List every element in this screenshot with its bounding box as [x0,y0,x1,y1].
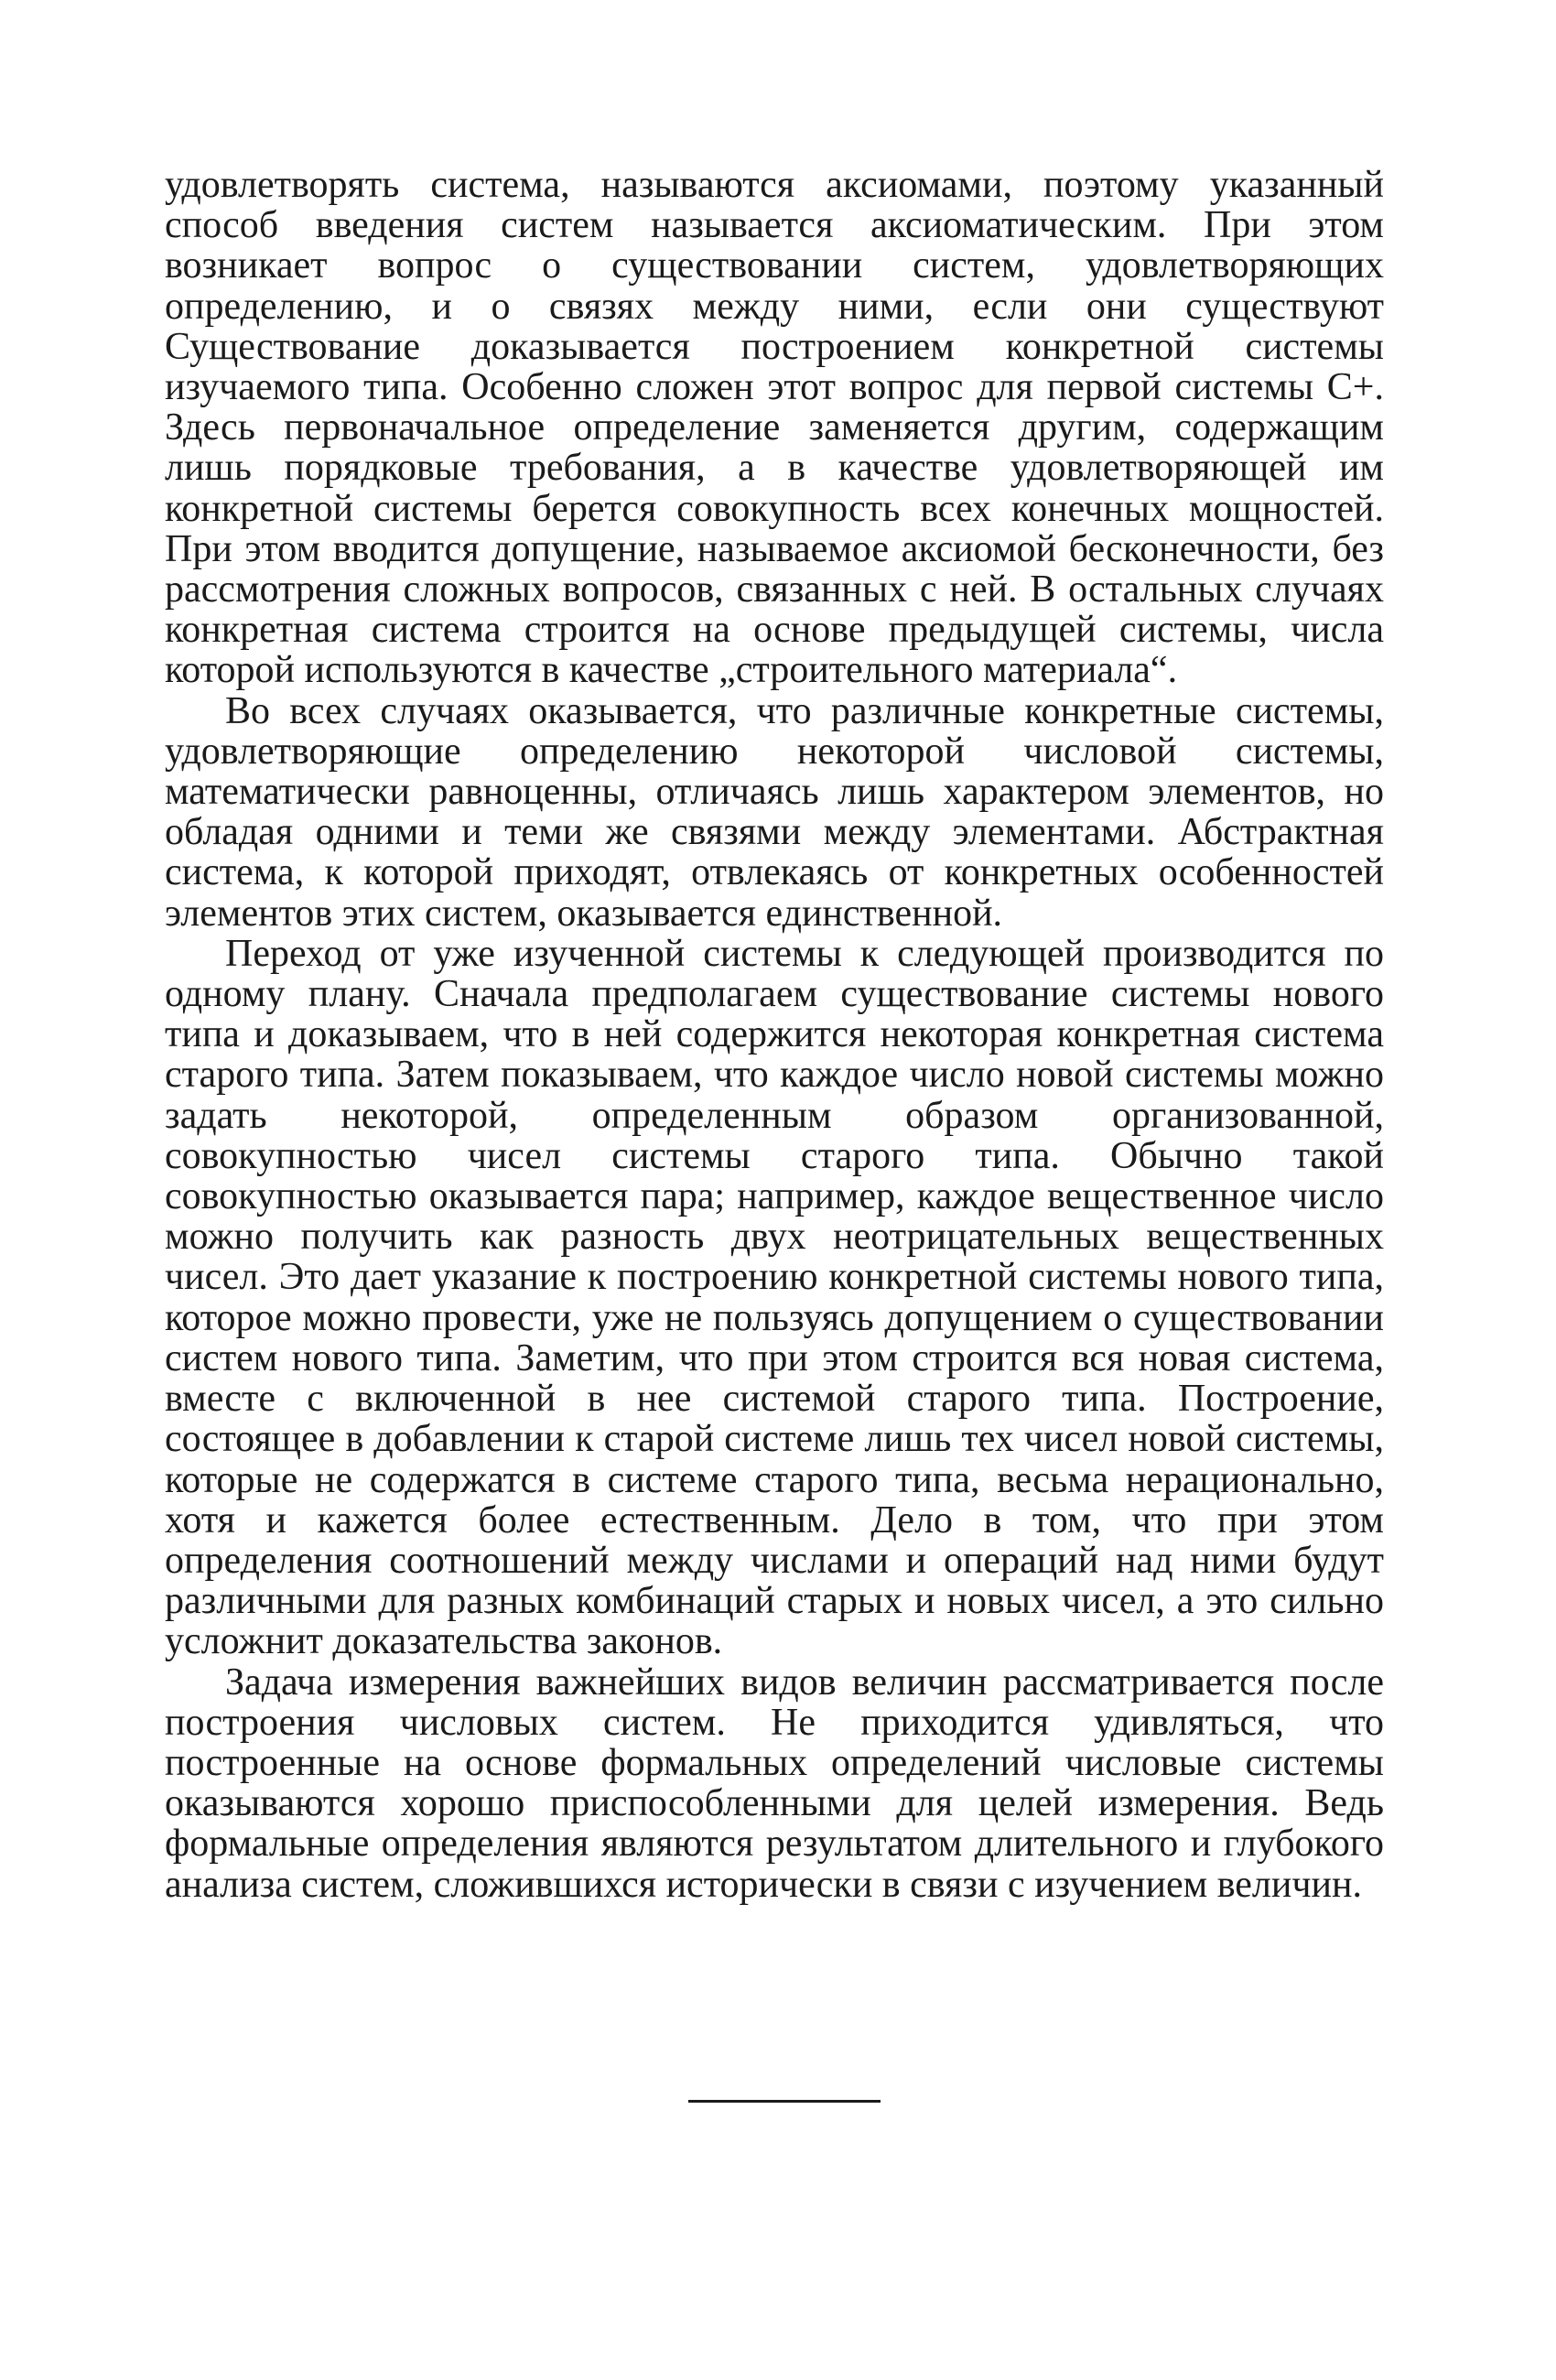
paragraph-3: Переход от уже изученной системы к следующей производится по одному плану. Сначала предполагаем существование системы нового типа и доказываем, что в ней содержится некоторая конкретная система старого типа. Затем показываем, что каждое число новой системы можно задать некоторой, определенным образом организованной, совокупностью чисел системы старого типа. Обычно такой совокупностью оказывается пара; например, каждое вещественное число можно получить как разность двух неотрицательных вещественных чисел. Это дает указание к построению конкретной системы нового типа, которое можно провести, уже не пользуясь допущением о существовании систем нового типа. Заметим, что при этом строится вся новая система, вместе с включенной в нее системой старого типа. Построение, состоящее в добавлении к старой системе лишь тех чисел новой системы, которые не содержатся в системе старого типа, весьма нерационально, хотя и кажется более естественным. Дело в том, что при этом определения соотношений между числами и операций над ними будут различными для разных комбинаций старых и новых чисел, а это сильно усложнит доказательства законов. [165,932,1384,1663]
paragraph-1: удовлетворять система, называются аксиомами, поэтому указанный способ введения систем называется аксиоматическим. При этом возникает вопрос о существовании систем, удовлетворяющих определению, и о связях между ними, если они существуют Существование доказывается построением конкретной системы изучаемого типа. Особенно сложен этот вопрос для первой системы C+. Здесь первоначальное определение заменяется другим, содержащим лишь порядковые требования, а в качестве удовлетворяющей им конкретной системы берется совокупность всех конечных мощностей. При этом вводится допущение, называемое аксиомой бесконечности, без рассмотрения сложных вопросов, связанных с ней. В остальных случаях конкретная система строится на основе предыдущей системы, числа которой используются в качестве „строительного материала“. [165,164,1384,692]
section-end-rule [688,2100,881,2103]
paragraph-2: Во всех случаях оказывается, что различные конкретные системы, удовлетворяющие определению некоторой числовой системы, математически равноценны, отличаясь лишь характером элементов, но обладая одними и теми же связями между элементами. Абстрактная система, к которой приходят, отвлекаясь от конкретных особенностей элементов этих систем, оказывается единственной. [165,689,1384,935]
page-body [165,165,1384,1905]
paragraph-4: Задача измерения важнейших видов величин рассматривается после построения числовых систем. Не приходится удивляться, что построенные на основе формальных определений числовые системы оказываются хорошо приспособленными для целей измерения. Ведь формальные определения являются результатом длительного и глубокого анализа систем, сложившихся исторически в связи с изучением величин. [165,1661,1384,1906]
